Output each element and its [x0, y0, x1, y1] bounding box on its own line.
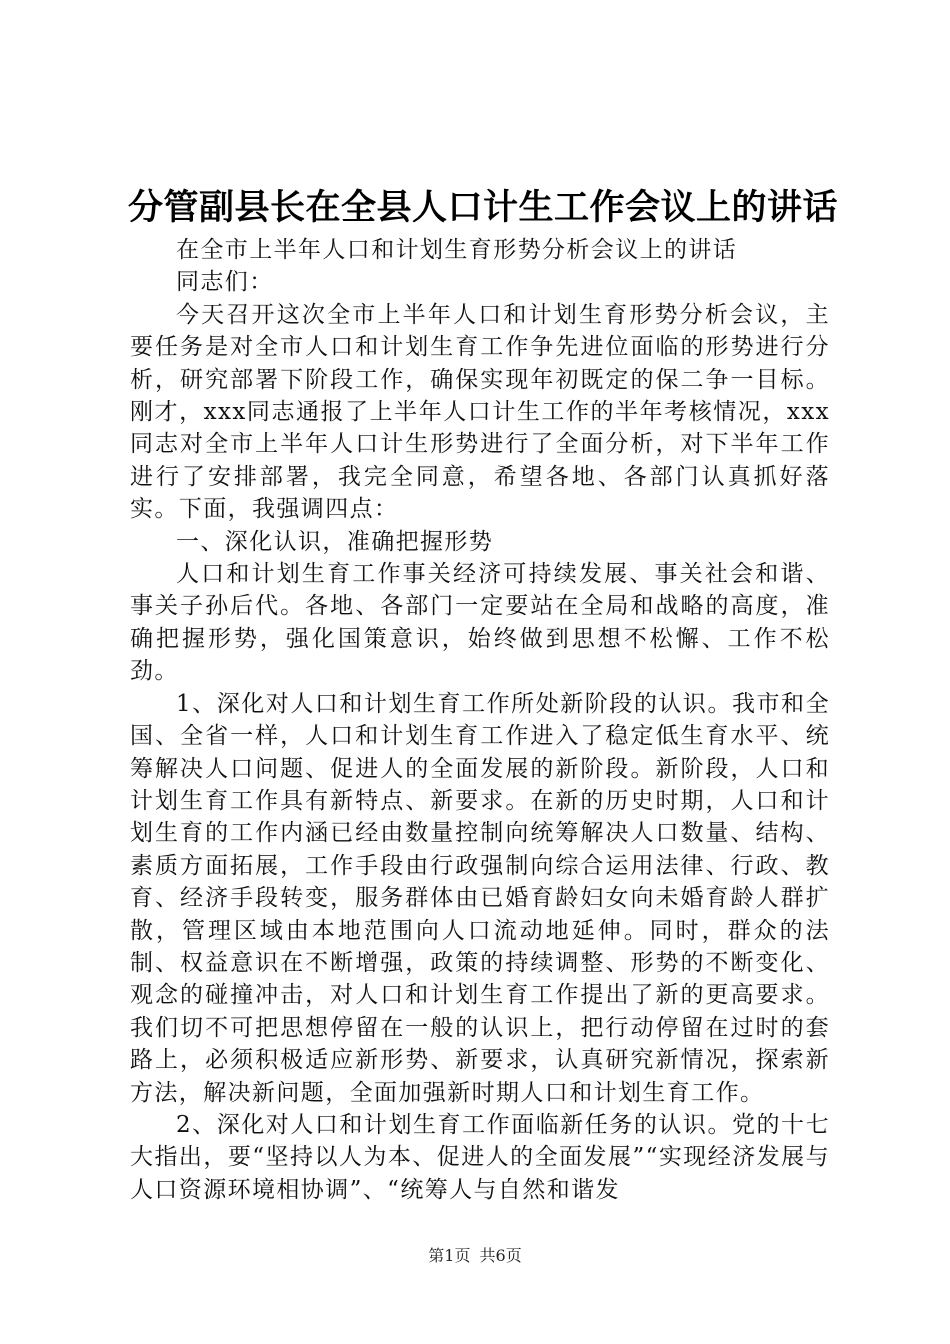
section-heading-1: 一、深化认识，准确把握形势 — [176, 528, 494, 555]
paragraph-section-1: 人口和计划生育工作事关经济可持续发展、事关社会和谐、事关子孙后代。各地、各部门一定要站在全局和战略的高度，准确把握形势，强化国策意识，始终做到思想不松懈、工作不松劲。 — [130, 561, 830, 685]
paragraph-point-2: 2、深化对人口和计划生育工作面临新任务的认识。党的十七大指出，要“坚持以人为本、促进人的全面发展”“实现经济发展与人口资源环境相协调”、“统筹人与自然和谐发 — [130, 1111, 830, 1203]
speech-subtitle: 在全市上半年人口和计划生育形势分析会议上的讲话 — [176, 237, 738, 263]
page-footer — [0, 1243, 950, 1266]
page-total: 共6页 — [479, 1246, 522, 1265]
paragraph-point-1: 1、深化对人口和计划生育工作所处新阶段的认识。我市和全国、全省一样，人口和计划生育工作进入了稳定低生育水平、统筹解决人口问题、促进人的全面发展的新阶段。新阶段，人口和计划生育工作具有新特点、新要求。在新的历史时期，人口和计划生育的工作内涵已经由数量控制向统筹解决人口数量、结构、素质方面拓展，工作手段由行政强制向综合运用法律、行政、教育、经济手段转变，服务群体由已婚育龄妇女向未婚育龄人群扩散，管理区域由本地范围向人口流动地延伸。同时，群众的法制、权益意识在不断增强，政策的持续调整、形势的不断变化、观念的碰撞冲击，对人口和计划生育工作提出了新的更高要求。我们切不可把思想停留在一般的认识上，把行动停留在过时的套路上，必须积极适应新形势、新要求，认真研究新情况，探索新方法，解决新问题，全面加强新时期人口和计划生育工作。 — [130, 690, 830, 1106]
document-body — [130, 234, 830, 1206]
document-title: 分管副县长在全县人口计生工作会议上的讲话 — [128, 188, 839, 228]
salutation: 同志们： — [176, 269, 274, 296]
paragraph-intro: 今天召开这次全市上半年人口和计划生育形势分析会议，主要任务是对全市人口和计划生育工作争先进位面临的形势进行分析，研究部署下阶段工作，确保实现年初既定的保二争一目标。刚才，xxx同志通报了上半年人口计生工作的半年考核情况，xxx同志对全市上半年人口计生形势进行了全面分析，对下半年工作进行了安排部署，我完全同意，希望各地、各部门认真抓好落实。下面，我强调四点： — [130, 301, 830, 523]
page-number: 第1页 — [428, 1246, 471, 1265]
